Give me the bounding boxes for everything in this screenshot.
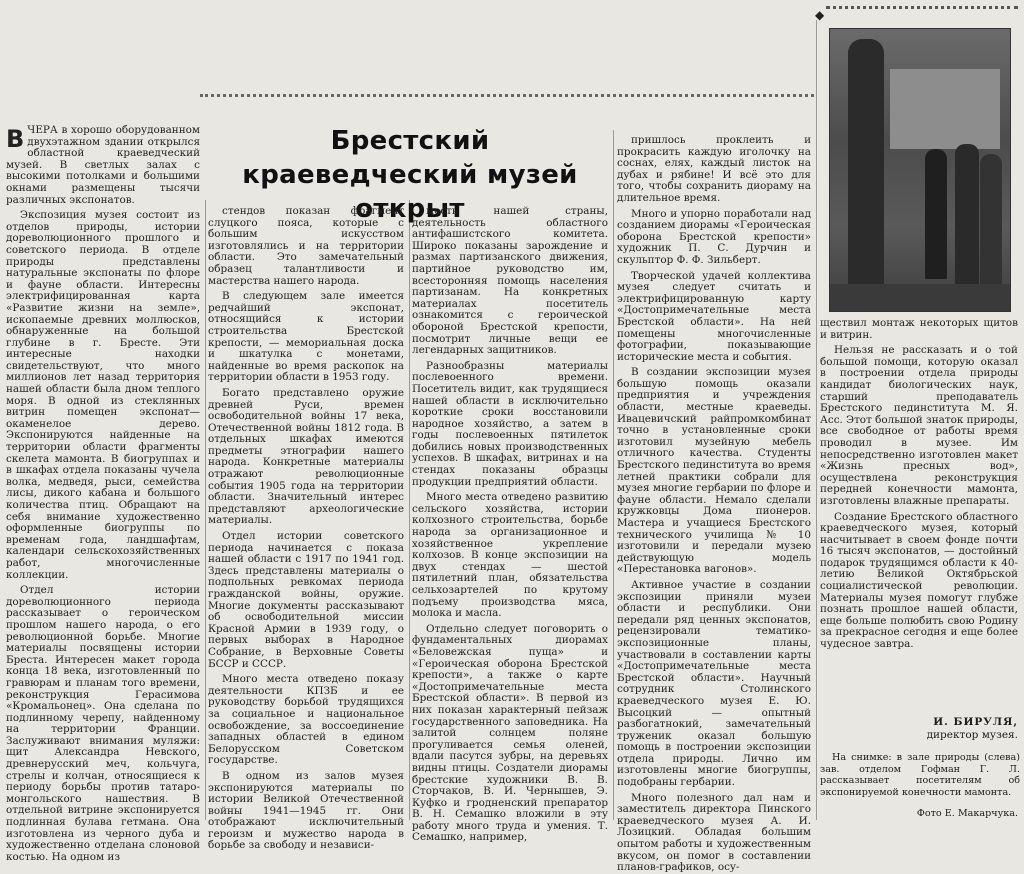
top-dotted-rule-left [200, 94, 814, 97]
visitor-figure [925, 149, 947, 279]
caption-text: На снимке: в зале природы (слева) зав. отделом Гофман Г. Л. рассказывает посетителям об экспонируемой конечности мамонта. [820, 752, 1020, 798]
column-divider [816, 20, 817, 820]
photo-caption [820, 752, 1020, 798]
paragraph: Творческой удачей коллектива музея следует считать и электрифицированную карту «Достопримечательные места Брестской области». На ней помещены многочисленные фотографии, показывающие исторические места и события. [617, 269, 811, 363]
visitor-figure [980, 154, 1002, 284]
paragraph: Отдел истории дореволюционного периода рассказывает о героическом прошлом нашего народа, о его революционной борьбе. Многие материалы посвящены истории Бреста. Интересен макет города конца 18 века, изготовленный по гравюрам и планам того времени, реконструкция Герасимова «Кромальонец». Она сделана по подлинному черепу, найденному на территории Франции. Заслуживают внимания муляжи: щит Александра Невского, древнерусский меч, кольчуга, стрелы и колчан, относящиеся к периоду борьбы против татаро-монгольского нашествия. В отдельной витрине экспонируется подлинная булава гетмана. Она изготовлена из черного дуба и художественно отделана слоновой костью. На одном из [6, 584, 200, 863]
paragraph: Экспозиция музея состоит из отделов природы, истории дореволюционного прошлого и советского периода. В отделе природы представлены натуральные экспонаты по флоре и фауне области. Интересны электрифицированная карта «Развитие жизни на земле», ископаемые древних моллюсков, обнаруженные на большой глубине в г. Бресте. Эти интересные находки свидетельствуют, что много миллионов лет назад территория нашей области была дном теплого моря. В одной из стеклянных витрин помещен экспонат—окаменелое дерево. Экспонируются найденные на территории области фрагменты скелета мамонта. В биогруппах и в шкафах отдела показаны чучела волка, медведя, рыси, семейства лисы, дикого кабана и большого количества птиц. Обращают на себя внимание художественно оформленные биогруппы по временам года, ландшафтам, календари сельскохозяйственных работ, многочисленные коллекции. [6, 209, 200, 581]
article-column-1 [6, 124, 200, 863]
paragraph: В создании экспозиции музея большую помощь оказали предприятия и учреждения области, местные краеведы. Ивацевичский райпромкомбинат точно в установленные сроки изготовил музейную мебель отличного качества. Студенты Брестского пединститута во время летней практики собрали для музея многие гербарии по флоре и фауне области. Немало сделали кружковцы Дома пионеров. Мастера и учащиеся Брестского технического училища № 10 изготовили и передали музею действующую модель «Перестановка вагонов». [617, 366, 811, 576]
paragraph: Много места отведено развитию сельского хозяйства, истории колхозного строительства, борьбе народа за организационное и хозяйственное укрепление колхозов. В конце экспозиции на двух стендах — шестой пятилетний план, обязательства сельхозартелей по крутому подъему производства мяса, молока и масла. [412, 491, 608, 620]
exhibit-case-shape [890, 69, 1000, 149]
museum-hall-photo [829, 28, 1011, 312]
paragraph: Отдельно следует поговорить о фундаментальных диорамах «Беловежская пуща» и «Героическая оборона Брестской крепости», а также о карте «Достопримечательные места Брестской области». В первой из них показан характерный пейзаж государственного заповедника. На залитой солнцем поляне прогуливается семья оленей, вдали пасутся зубры, на деревьях видны птицы. Создатели диорамы брестские художники В. В. Сторчаков, В. И. Чернышев, Э. Куфко и гродненский препаратор В. Н. Семашко вложили в эту работу много труда и умения. Т. Семашко, например, [412, 622, 608, 844]
paragraph: В одном из залов музея экспонируются материалы по истории Великой Отечественной войны 1941—1945 гг. Они отображают исключительный героизм и мужество народа в борьбе за свободу и независи- [208, 769, 404, 852]
article-column-4 [617, 134, 811, 874]
paragraph: стендов показан фрагмент слуцкого пояса, которые с большим искусством изготовлялись и на территории области. Это замечательный образец талантливости и мастерства нашего народа. [208, 205, 404, 287]
paragraph: В следующем зале имеется редчайший экспонат, относящийся к истории строительства Брестской крепости, — мемориальная доска и шкатулка с монетами, найденные во время раскопок на территории области в 1953 году. [208, 290, 404, 384]
photo-floor [830, 284, 1010, 311]
article-column-2 [208, 205, 404, 852]
paragraph: ществил монтаж некоторых щитов и витрин. [820, 317, 1018, 341]
article-column-5 [820, 318, 1018, 713]
paragraph: Активное участие в создании экспозиции приняли музеи области и республики. Они передали ряд ценных экспонатов, рецензировали тематико-экспозиционные планы, участвовали в составлении карты «Достопримечательные места Брестской области». Научный сотрудник Столинского краеведческого музея Е. Ю. Высоцкий — опытный разбогатнокий, замечательный труженик оказал большую помощь в построении экспозиции отдела природы. Лично им изготовлены многие биогруппы, подобраны гербарии. [617, 578, 811, 789]
article-column-3 [412, 205, 608, 844]
article-title: Брестский краеведческий музей открыт [242, 126, 578, 224]
paragraph: Много полезного дал нам и заместитель директора Пинского краеведческого музея А. И. Лозицкий. Обладая большим опытом работы и художественным вкусом, он помог в составлении планов-графиков, осу- [617, 791, 811, 874]
mammoth-limb-shape [848, 39, 884, 289]
drop-cap: В [6, 125, 25, 153]
column-divider [409, 200, 410, 820]
ornament-icon: ◆ [815, 8, 825, 22]
paragraph: Много места отведено показу деятельности КПЗБ и ее руководству борьбой трудящихся за социальное и национальное освобождение, за воссоединение западных областей в едином Белорусском Советском государстве. [208, 673, 404, 767]
paragraph: Отдел истории советского периода начинается с показа нашей области с 1917 по 1941 год. Здесь представлены материалы о подпольных ревкомах периода гражданской войны, оружие. Многие документы рассказывают об освободительной миссии Красной Армии в 1939 году, о первых выборах в Народное Собрание, в Верховные Советы БССР и СССР. [208, 530, 404, 670]
paragraph [6, 125, 200, 206]
column-divider [205, 200, 206, 820]
visitor-figure [955, 144, 979, 284]
top-dotted-rule-right [826, 6, 1018, 9]
paragraph: мость нашей страны, деятельность областного антифашистского комитета. Широко показаны зарождение и размах партизанского движения, партийное руководство им, всесторонняя помощь населения партизанам. На конкретных материалах посетитель ознакомится с героической обороной Брестской крепости, посмотрит личные вещи ее легендарных защитников. [412, 205, 608, 357]
paragraph-text: ЧЕРА в хорошо оборудованном двухэтажном здании открылся областной краеведческий музей. В светлых залах с высокими потолками и большими окнами размещены тысячи различных экспонатов. [6, 124, 200, 206]
paragraph: Разнообразны материалы послевоенного времени. Посетитель видит, как трудящиеся нашей области в исключительно короткие сроки восстановили народное хозяйство, а затем в годы послевоенных пятилеток добились новых производственных успехов. В шкафах, витринах и на стендах показаны образцы продукции предприятий области. [412, 359, 608, 488]
paragraph: Создание Брестского областного краеведческого музея, который насчитывает в своем фонде почти 16 тысяч экспонатов, — достойный подарок трудящимся области к 40-летию Великой Октябрьской социалистической революции. Материалы музея помогут глубже познать прошлое нашей области, еще больше полюбить свою Родину за прекрасное сегодня и еще более чудесное завтра. [820, 510, 1018, 651]
paragraph: Много и упорно поработали над созданием диорамы «Героическая оборона Брестской крепости» художник П. С. Дурчин и скульптор Ф. Ф. Зильберт. [617, 207, 811, 266]
paragraph: Богато представлено оружие древней Руси, времен освободительной войны 17 века, Отечественной войны 1812 года. В отдельных шкафах имеются предметы этнографии нашего народа. Конкретные материалы отражают революционные события 1905 года на территории области. Значительный интерес представляют археологические материалы. [208, 386, 404, 527]
paragraph: пришлось проклеить и прокрасить каждую иголочку на соснах, елях, каждый листок на дубах и рябине! И всё это для того, чтобы сохранить диораму на длительное время. [617, 134, 811, 204]
photo-credit: Фото Е. Макарчука. [916, 808, 1018, 819]
author-name: И. БИРУЛЯ, [933, 716, 1018, 728]
column-divider [613, 130, 614, 820]
author-title: директор музея. [926, 729, 1018, 741]
author-signature [820, 716, 1018, 742]
paragraph: Нельзя не рассказать и о той большой помощи, которую оказал в построении отдела природы кандидат биологических наук, старший преподаватель Брестского пединститута М. Я. Асс. Этот большой знаток природы, все свободное от работы время проводил в музее. Им непосредственно изготовлен макет «Жизнь пресных вод», осуществлена реконструкция передней конечности мамонта, изготовлены влажные препараты. [820, 344, 1019, 507]
